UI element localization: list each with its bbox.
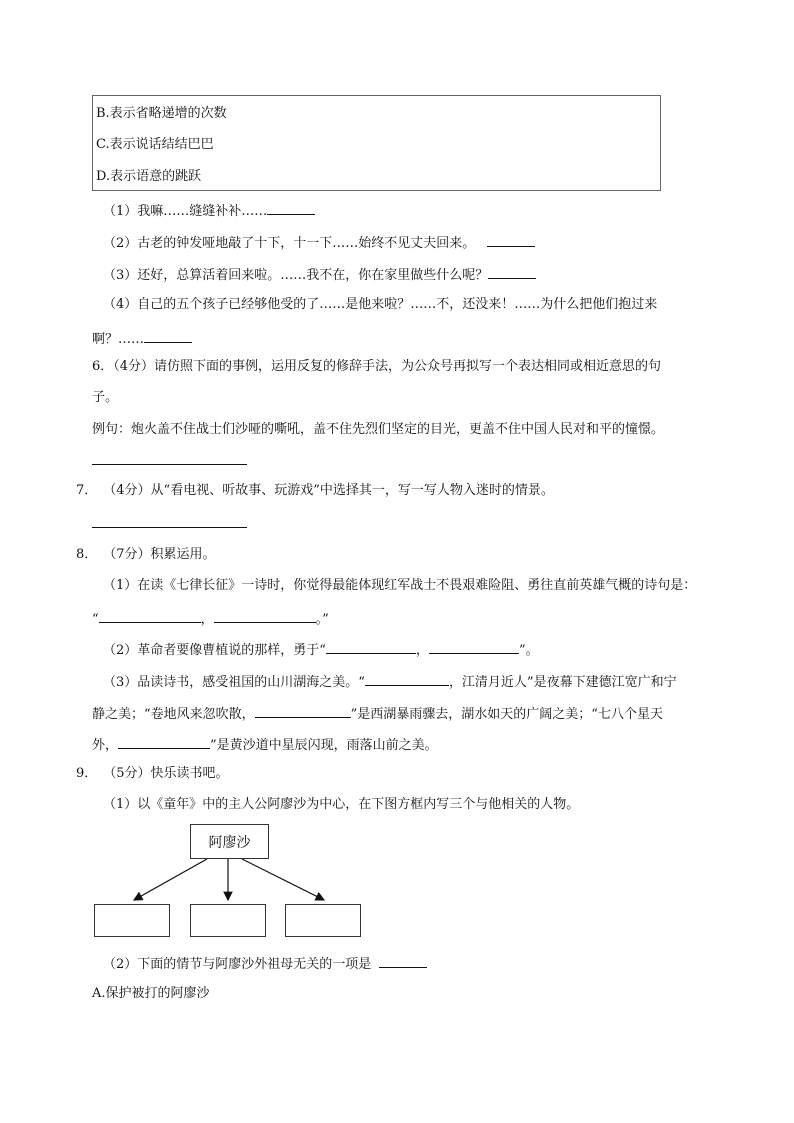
q8-part3-line2	[92, 703, 663, 724]
q7-answer-line[interactable]	[92, 527, 247, 528]
q9-text: （5分）快乐读书吧。	[103, 766, 229, 781]
q8-part1: （1）在读《七律长征》一诗时，你觉得最能体现红军战士不畏艰难险阻、勇往直前英雄气概的诗句是：	[103, 578, 697, 593]
answer-blank[interactable]	[255, 703, 351, 718]
q5-sentence-1	[103, 200, 315, 221]
q5-sentence-4-cont	[92, 328, 192, 349]
q8-number: 8．	[76, 547, 98, 562]
answer-box-left[interactable]	[94, 904, 170, 937]
q9-part2	[103, 953, 427, 974]
q6-prompt: 6．（4分）请仿照下面的事例，运用反复的修辞手法，为公众号再拟写一个表达相同或相近意思的句	[92, 359, 662, 374]
q5-sentence-1-text: （1）我嘛……缝缝补补……	[103, 204, 268, 219]
answer-blank[interactable]	[144, 328, 192, 343]
option-c: C.表示说话结结巴巴	[96, 137, 214, 152]
close-quote: 。”	[315, 612, 329, 627]
arrow-right	[242, 859, 324, 900]
answer-blank[interactable]	[429, 639, 519, 654]
q8-part3-line2-text-cont: ”是西湖暴雨骤去，湖水如天的广阔之美；“七八个星天	[350, 707, 663, 722]
q8-part3	[103, 671, 677, 692]
q8-part2-text: （2）革命者要像曹植说的那样，勇于“	[103, 643, 326, 658]
answer-blank[interactable]	[267, 200, 315, 215]
q8-part3-line2-text: 静之美；“卷地风来忽吹散，	[92, 707, 255, 722]
answer-box-right[interactable]	[285, 904, 361, 937]
q8-text: （7分）积累运用。	[103, 547, 216, 562]
center-box-alyosha: 阿廖沙	[190, 824, 269, 859]
q8-part3-line3-text: 外，	[92, 738, 119, 753]
answer-box-middle[interactable]	[190, 904, 266, 937]
q5-sentence-4: （4）自己的五个孩子已经够他受的了……是他来啦？……不，还没来！……为什么把他们抱过来	[103, 297, 658, 312]
answer-blank[interactable]	[326, 639, 416, 654]
q8-part3-line3	[92, 734, 438, 755]
q8-part3-text: （3）品读诗书，感受祖国的山川湖海之美。“	[103, 675, 365, 690]
answer-blank[interactable]	[99, 608, 201, 623]
q8-part2	[103, 639, 539, 660]
q7-text: （4分）从“看电视、听故事、玩游戏”中选择其一，写一写人物入迷时的情景。	[103, 483, 554, 498]
comma: ，	[415, 643, 429, 658]
q8-heading	[76, 546, 216, 564]
answer-blank[interactable]	[214, 608, 316, 623]
q8-part3-text-cont: ，江清月近人”是夜幕下建德江宽广和宁	[448, 675, 677, 690]
q8-part1-answer	[92, 608, 329, 629]
q5-sentence-2-text: （2）古老的钟发哑地敲了十下，十一下……始终不见丈夫回来。	[103, 236, 476, 251]
q9-part2-text: （2）下面的情节与阿廖沙外祖母无关的一项是	[103, 957, 372, 972]
q6-answer-line[interactable]	[92, 464, 247, 465]
q6-example: 例句：炮火盖不住战士们沙哑的嘶吼，盖不住先烈们坚定的目光，更盖不住中国人民对和平的憧憬。	[92, 422, 665, 437]
character-diagram	[92, 820, 372, 945]
q5-sentence-3-text: （3）还好，总算活着回来啦。……我不在，你在家里做些什么呢？	[103, 268, 489, 283]
q7-prompt	[76, 482, 554, 500]
q6-prompt-cont: 子。	[92, 390, 119, 405]
open-quote: “	[92, 612, 99, 627]
q5-sentence-2	[103, 232, 535, 253]
answer-blank[interactable]	[487, 232, 535, 247]
close-quote: ”。	[518, 643, 539, 658]
q9-part1: （1）以《童年》中的主人公阿廖沙为中心，在下图方框内写三个与他相关的人物。	[103, 797, 580, 812]
arrow-left	[134, 859, 207, 900]
answer-blank[interactable]	[379, 953, 427, 968]
answer-blank[interactable]	[488, 264, 536, 279]
q5-sentence-4-cont-text: 啊？……	[92, 332, 145, 347]
option-d: D.表示语意的跳跃	[96, 169, 202, 184]
options-box	[92, 95, 661, 191]
q9-option-a: A.保护被打的阿廖沙	[92, 986, 210, 1001]
comma: ，	[200, 612, 214, 627]
answer-blank[interactable]	[365, 671, 449, 686]
q7-number: 7．	[76, 483, 98, 498]
option-b: B.表示省略递增的次数	[96, 106, 227, 121]
q9-number: 9．	[76, 766, 98, 781]
q5-sentence-3	[103, 264, 536, 285]
q9-heading	[76, 765, 229, 783]
answer-blank[interactable]	[118, 734, 210, 749]
q8-part3-line3-text-cont: ”是黄沙道中星辰闪现，雨落山前之美。	[210, 738, 438, 753]
